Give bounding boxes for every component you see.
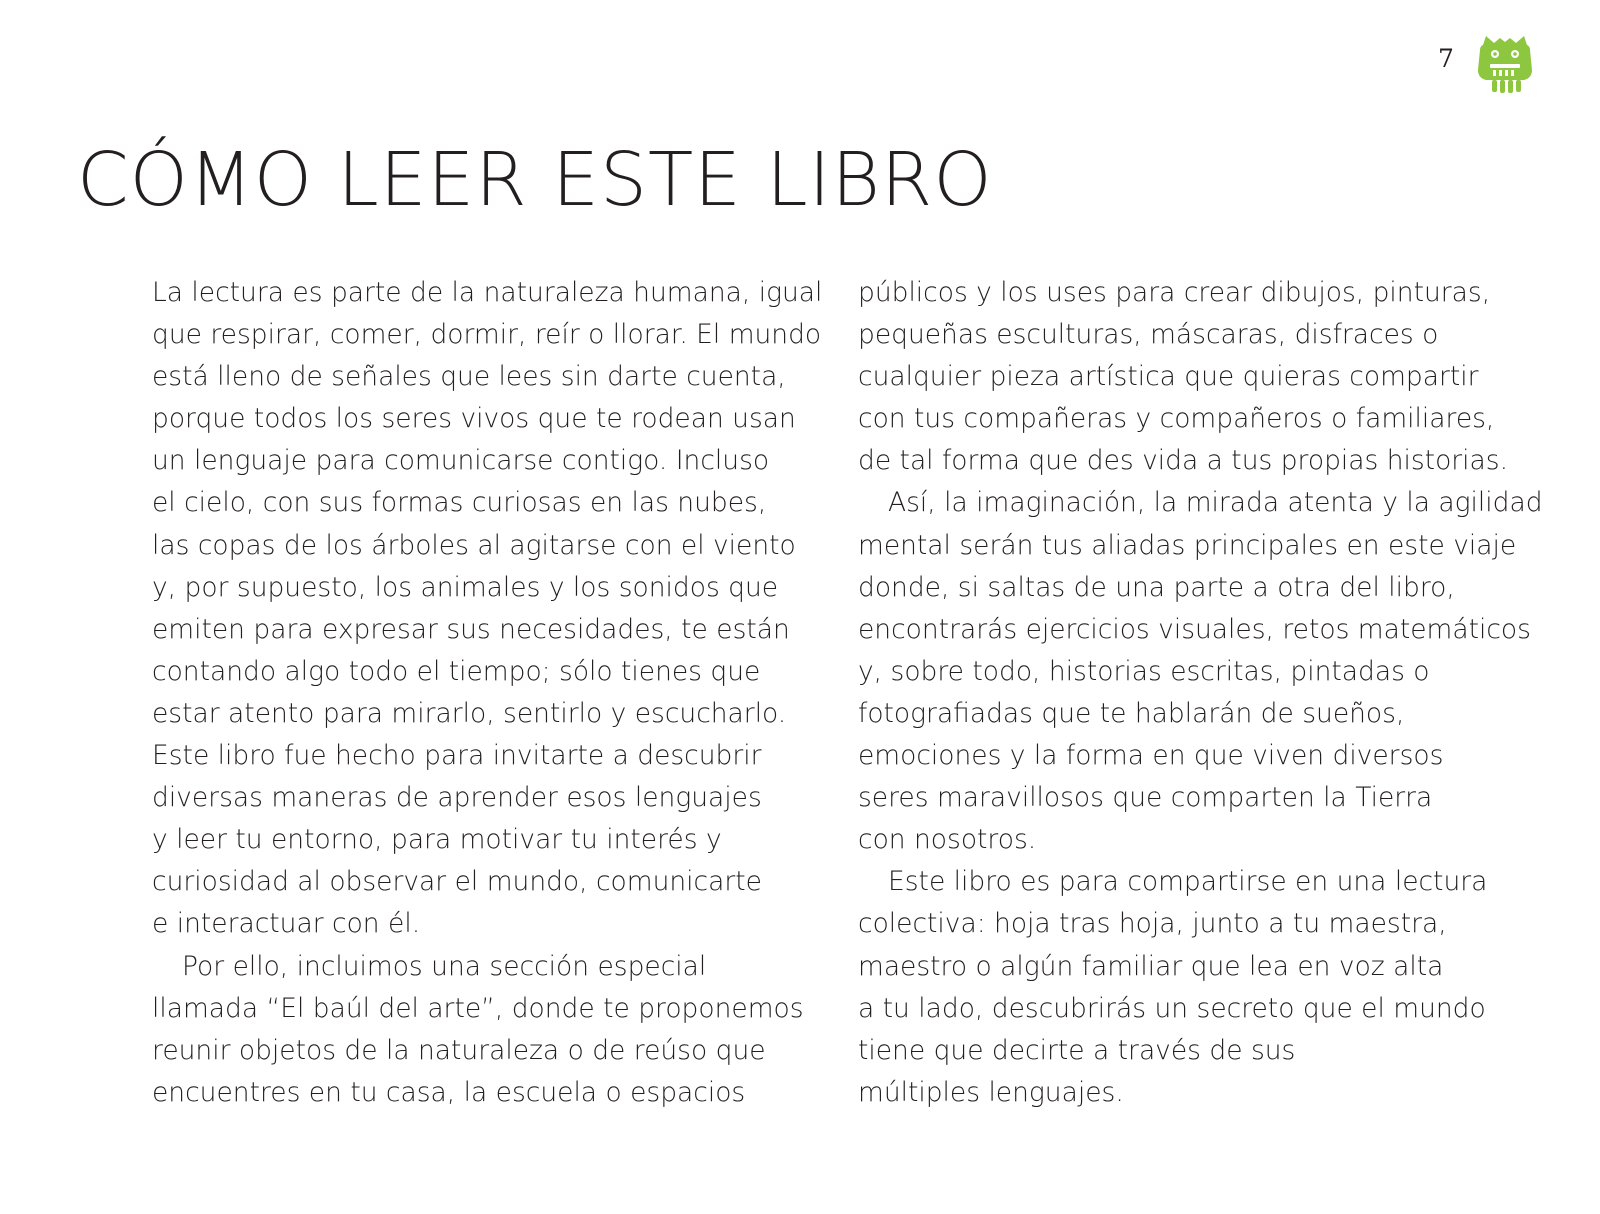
text-line: diversas maneras de aprender esos lenguajes [152, 782, 762, 814]
text-line: colectiva: hoja tras hoja, junto a tu maestra, [858, 908, 1447, 940]
text-line: estar atento para mirarlo, sentirlo y escucharlo. [152, 697, 787, 729]
text-line: La lectura es parte de la naturaleza humana, igual [152, 277, 823, 308]
text-line: el cielo, con sus formas curiosas en las nubes, [152, 487, 767, 519]
text-line: con nosotros. [858, 824, 1037, 856]
text-line: múltiples lenguajes. [858, 1076, 1124, 1108]
green-mask-emblem-icon [1476, 34, 1534, 94]
text-line: y, por supuesto, los animales y los sonidos que [152, 571, 779, 603]
text-line: encuentres en tu casa, la escuela o espacios [152, 1076, 746, 1108]
text-line: tiene que decirte a través de sus [858, 1034, 1296, 1066]
text-line: está lleno de señales que lees sin darte cuenta, [152, 361, 786, 393]
text-line: donde, si saltas de una parte a otra del libro, [858, 571, 1455, 603]
text-line: contando algo todo el tiempo; sólo tienes que [152, 655, 761, 687]
text-line: seres maravillosos que comparten la Tierra [858, 782, 1433, 814]
text-line: Así, la imaginación, la mirada atenta y la agilidad [888, 487, 1543, 519]
text-line: Este libro es para compartirse en una lectura [888, 866, 1488, 898]
text-line: que respirar, comer, dormir, reír o llorar. El mundo [152, 319, 822, 351]
text-line: a tu lado, descubrirás un secreto que el mundo [858, 992, 1486, 1024]
text-line: maestro o algún familiar que lea en voz alta [858, 950, 1444, 982]
text-line: llamada “El baúl del arte”, donde te proponemos [152, 992, 804, 1024]
text-line: y leer tu entorno, para motivar tu interés y [152, 824, 722, 856]
text-line: encontrarás ejercicios visuales, retos matemáticos [858, 613, 1531, 645]
text-line: cualquier pieza artística que quieras compartir [858, 361, 1479, 393]
text-line: mental serán tus aliadas principales en este viaje [858, 529, 1517, 561]
right-text-column [858, 272, 1558, 1114]
page-number: 7 [1438, 44, 1454, 73]
text-line: e interactuar con él. [152, 908, 421, 940]
text-line: las copas de los árboles al agitarse con el viento [152, 529, 796, 561]
text-line: un lenguaje para comunicarse contigo. Incluso [152, 445, 770, 477]
text-line: Por ello, incluimos una sección especial [182, 950, 707, 982]
left-text-column [152, 272, 832, 1114]
page-title: CÓMO LEER ESTE LIBRO [77, 137, 993, 223]
text-line: con tus compañeras y compañeros o familiares, [858, 403, 1495, 435]
text-line: emociones y la forma en que viven diversos [858, 740, 1444, 772]
text-line: reunir objetos de la naturaleza o de reúso que [152, 1034, 766, 1066]
text-line: emiten para expresar sus necesidades, te están [152, 613, 790, 645]
text-line: fotografiadas que te hablarán de sueños, [858, 697, 1405, 729]
text-line: y, sobre todo, historias escritas, pintadas o [858, 655, 1430, 687]
text-line: Este libro fue hecho para invitarte a descubrir [152, 740, 762, 772]
text-line: pequeñas esculturas, máscaras, disfraces o [858, 319, 1439, 351]
text-line: públicos y los uses para crear dibujos, pinturas, [858, 277, 1491, 308]
text-line: de tal forma que des vida a tus propias historias. [858, 445, 1509, 477]
text-line: curiosidad al observar el mundo, comunicarte [152, 866, 762, 898]
text-line: porque todos los seres vivos que te rodean usan [152, 403, 796, 435]
